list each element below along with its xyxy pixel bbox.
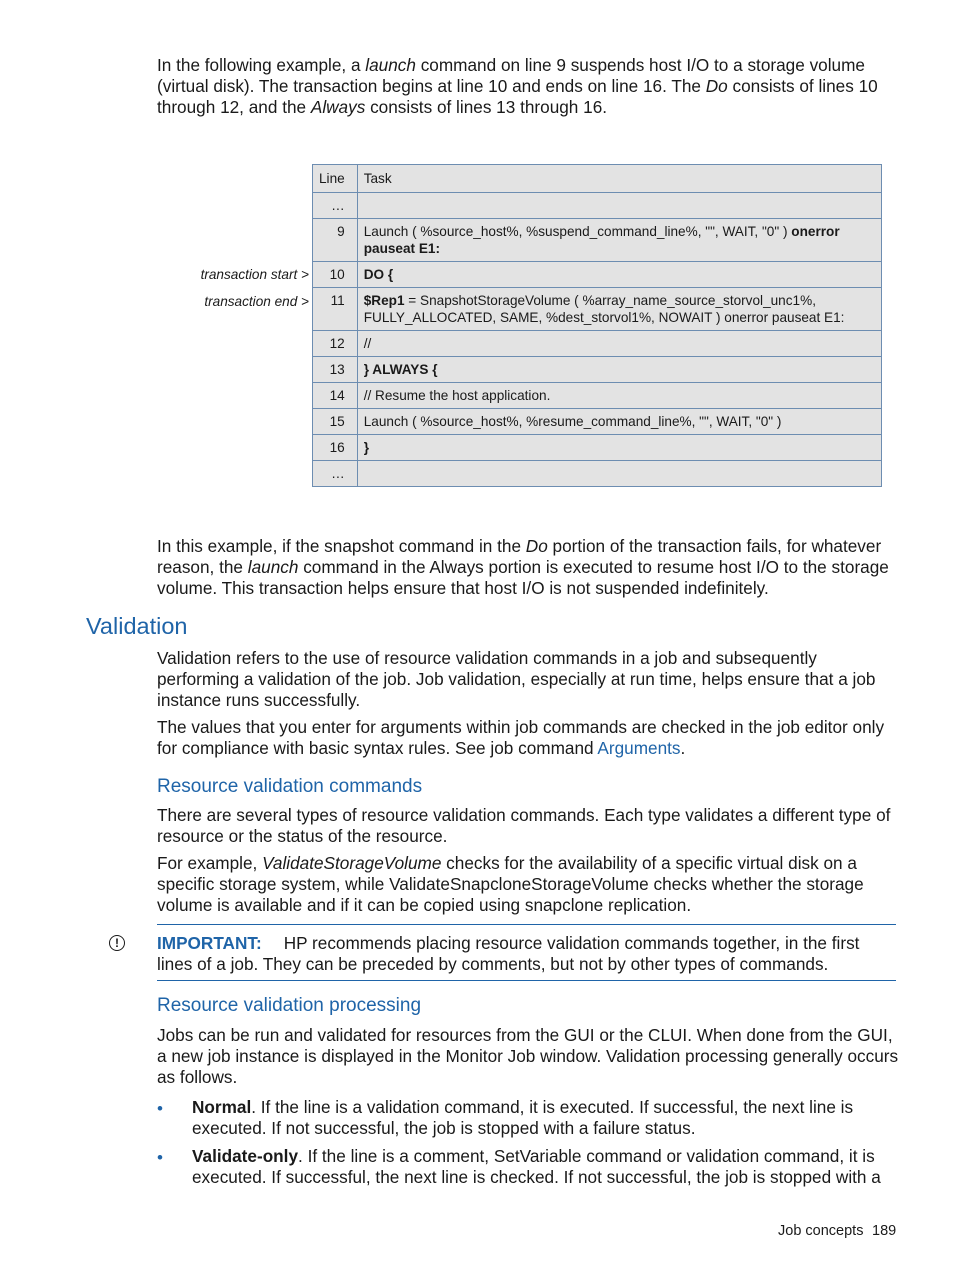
- line-number: 9: [313, 219, 358, 262]
- line-number: …: [313, 461, 358, 487]
- table-row: [313, 262, 882, 288]
- line-number: 12: [313, 331, 358, 357]
- header-task: Task: [357, 165, 881, 193]
- rv-commands-paragraph-1: There are several types of resource validation commands. Each type validates a different type of resource or the status of the resource.: [157, 805, 891, 846]
- task-cell: [357, 461, 881, 487]
- line-number: 15: [313, 409, 358, 435]
- validation-paragraph-1: Validation refers to the use of resource validation commands in a job and subsequently performing a validation of the job. Job validation, especially at run time, helps ensure that a job instance runs successfully.: [157, 648, 876, 710]
- task-cell: }: [357, 435, 881, 461]
- task-cell: // Resume the host application.: [357, 383, 881, 409]
- transaction-table: [312, 164, 882, 487]
- validation-heading: Validation: [86, 613, 188, 639]
- table-row: [313, 331, 882, 357]
- line-number: 13: [313, 357, 358, 383]
- intro-paragraph: In the following example, a launch command on line 9 suspends host I/O to a storage volume (virtual disk). The transaction begins at line 10 and ends on line 16. The Do consists of lines 10 through 12, and the Always consists of lines 13 through 16.: [157, 55, 878, 117]
- line-number: 16: [313, 435, 358, 461]
- important-icon: !: [109, 935, 125, 951]
- bullet-normal: Normal. If the line is a validation command, it is executed. If successful, the next line is executed. If not successful, the job is stopped with a failure status.: [192, 1097, 854, 1138]
- table-row: [313, 288, 882, 331]
- transaction-end-label: transaction end >: [204, 294, 309, 309]
- task-cell: } ALWAYS {: [357, 357, 881, 383]
- table-row: [313, 383, 882, 409]
- task-cell: //: [357, 331, 881, 357]
- important-text: IMPORTANT: HP recommends placing resource validation commands together, in the first lines of a job. They can be preceded by comments, but not by other types of commands.: [157, 933, 860, 974]
- task-cell: DO {: [357, 262, 881, 288]
- transaction-start-label: transaction start >: [200, 267, 309, 282]
- task-cell: $Rep1 = SnapshotStorageVolume ( %array_name_source_storvol_unc1%, FULLY_ALLOCATED, SAME, %dest_storvol1%, NOWAIT ) onerror pauseat E1:: [357, 288, 881, 331]
- table-header-row: [313, 165, 882, 193]
- task-cell: [357, 193, 881, 219]
- page-number: 189: [872, 1223, 897, 1239]
- line-number: 10: [313, 262, 358, 288]
- bullet-marker: •: [157, 1148, 163, 1167]
- table-row: [313, 193, 882, 219]
- rv-processing-paragraph: Jobs can be run and validated for resources from the GUI or the CLUI. When done from the GUI, a new job instance is displayed in the Monitor Job window. Validation processing generally occurs as follows.: [157, 1025, 899, 1087]
- table-row: [313, 219, 882, 262]
- bullet-marker: •: [157, 1099, 163, 1118]
- line-number: 11: [313, 288, 358, 331]
- rv-commands-heading: Resource validation commands: [157, 776, 423, 797]
- example-explanation-paragraph: In this example, if the snapshot command in the Do portion of the transaction fails, for whatever reason, the launch command in the Always portion is executed to resume host I/O to the storage volume. This transaction helps ensure that host I/O is not suspended indefinitely.: [157, 536, 889, 598]
- task-cell: Launch ( %source_host%, %suspend_command_line%, "", WAIT, "0" ) onerror pauseat E1:: [357, 219, 881, 262]
- task-cell: Launch ( %source_host%, %resume_command_line%, "", WAIT, "0" ): [357, 409, 881, 435]
- header-line: Line: [313, 165, 358, 193]
- table-row: [313, 435, 882, 461]
- line-number: …: [313, 193, 358, 219]
- footer-section: Job concepts: [778, 1223, 864, 1239]
- rv-commands-paragraph-2: For example, ValidateStorageVolume checks for the availability of a specific virtual disk on a specific storage system, while ValidateSnapcloneStorageVolume checks whether the storage volume is available and if it can be copied using snapclone replication.: [157, 853, 864, 915]
- arguments-link[interactable]: Arguments: [597, 738, 681, 758]
- important-label: IMPORTANT:: [157, 933, 262, 953]
- validation-paragraph-2: The values that you enter for arguments within job commands are checked in the job editor only for compliance with basic syntax rules. See job command Arguments.: [157, 717, 885, 758]
- rv-processing-heading: Resource validation processing: [157, 995, 422, 1016]
- important-note: [157, 924, 896, 981]
- table-row: [313, 357, 882, 383]
- bullet-validate-only: Validate-only. If the line is a comment, SetVariable command or validation command, it is executed. If successful, the next line is checked. If not successful, the job is stopped with a: [192, 1146, 881, 1187]
- table-row: [313, 409, 882, 435]
- line-number: 14: [313, 383, 358, 409]
- table-row: [313, 461, 882, 487]
